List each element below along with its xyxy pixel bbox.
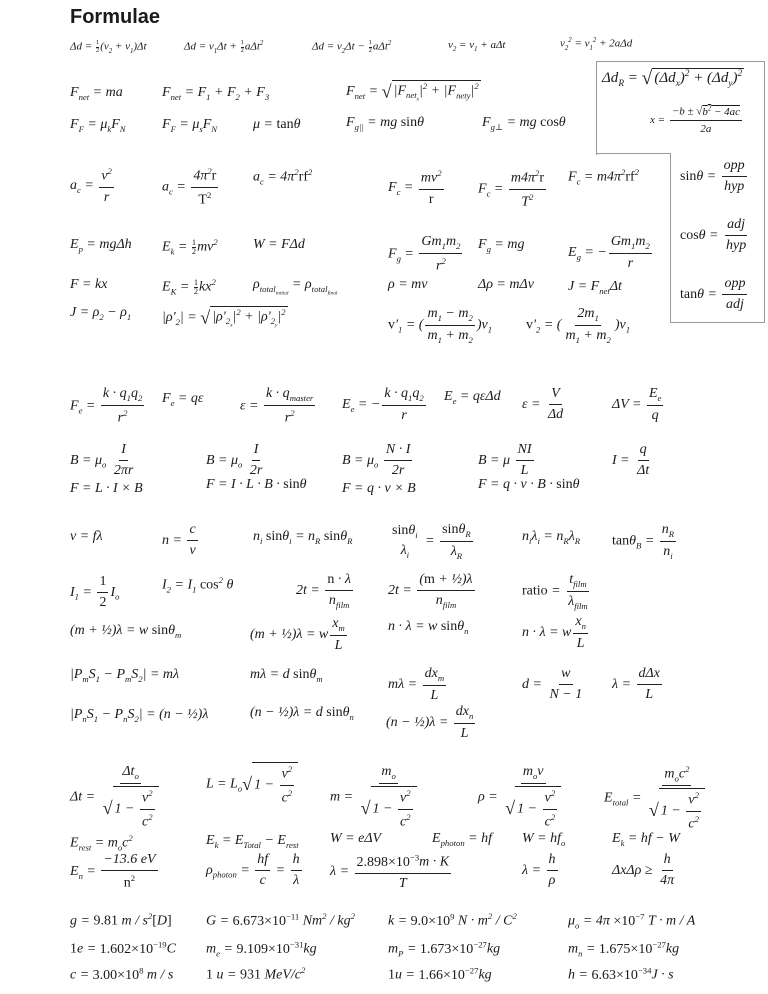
constant-mu0: $\mu_o = 4\pi \times 10^{-7}$ T · m / A [568,911,696,931]
constant-amu-kg: $1u = 1.66\times 10^{-27}kg$ [388,965,492,983]
formula-fg-perpendicular: $F_{g\perp}$ = mg cosθ [482,115,566,132]
constant-amu-mev: 1 u = 931 MeV/$c^2$ [206,965,306,983]
formula-impulse-momentum: $J = \rho_2 - \rho_1$ [70,305,132,322]
formula-bohr-energy: $E_n$ = $\frac{-13.6 eV}{n^2}$ [70,852,156,891]
formula-electric-field: ε = $\frac{k \cdot q_{master}}{r^2}$ [240,386,314,426]
formula-force-charge-sin: F = q · v · B · sinθ [478,477,580,492]
formula-de-broglie: λ = $\frac{h}{\rho}$ [522,852,556,889]
formula-refractive-index: n = $\frac{c}{v}$ [162,522,196,559]
formula-fg-parallel: $F_{g||}$ = mg sinθ [346,115,424,132]
formula-ac-v: $a_c$ = $\frac{v^2}{r}$ [70,166,112,205]
formula-momentum-conservation: $\rho_{total_{initial}} = \rho_{total_{final}}$ [253,277,338,297]
formula-work-function: $W = hf_o$ [522,831,566,848]
formula-path-difference-n: $|P_nS_1 - P_nS_2| = (n$ − ½)λ [70,707,209,724]
formula-momentum: ρ = mv [388,277,428,292]
formula-b-loop: $B = \mu_o$ $\frac{I}{2r}$ [206,442,263,479]
constant-elementary-charge: $1e = 1.602\times 10^{-19}C$ [70,939,176,957]
formula-b-wire: $B = \mu_o$ $\frac{I}{2\pi r}$ [70,442,134,479]
formula-snell: $n_i$ $\sin\theta_i = n_R$ sinθ$_R$ [253,529,353,546]
formula-fe-qe: $F_e = q\varepsilon$ [162,391,204,408]
formula-force-wire-sin: F = I · L · B · sinθ [206,477,307,492]
formula-photon-energy: $E_{photon}$ = hf [432,831,492,848]
formula-length-contraction: $L = L_o√$ 1 − $\frac{v^2}{c^2}$ [206,762,298,807]
formula-b-coil: $B = \mu_o$ $\frac{N \cdot I}{2r}$ [342,442,411,479]
formula-n-lambda: $n_i\lambda_i = n_R\lambda_R$ [522,529,581,546]
formula-double-slit-n-x: (n − ½)λ = $\frac{dx_n}{L}$ [386,704,474,741]
formula-ek: $E_k$ = $\frac{1}{2}$ $mv^2$ [162,237,218,257]
formula-single-slit-min: (m + ½)λ = w sinθ$_m$ [70,623,182,640]
formula-mu-tan: μ = tanθ [253,117,301,132]
formula-fnet-ma: $F_{net}$ = ma [70,85,123,102]
formula-kinematics-1: Δd = $\frac{1}{2}$ $(v_2 + v_1)\Delta t$ [70,39,147,55]
formula-electric-pe: $E_e$ = − $\frac{k \cdot q_1q_2}{r}$ [342,386,424,423]
formula-friction-kinetic: $F_F = \mu_kF_N$ [70,117,126,134]
constant-k: $k = 9.0\times 10^9$ $N \cdot m^2 / C^2$ [388,911,517,929]
formula-friction-static: $F_F = \mu_sF_N$ [162,117,218,134]
formula-eg: $E_g$ = − $\frac{Gm_1m_2}{r}$ [568,234,650,271]
formula-work: W = FΔd [253,237,305,252]
formula-kinematics-5: $v_2^2 = v_1^2 + 2a\Delta d$ [560,37,633,52]
formula-total-energy: $E_{total}$ = $m_oc^2$ √ 1 − $\frac{v^2}{c^2}$ [604,764,709,833]
formula-rest-energy: $E_{rest} = m_oc^2$ [70,833,133,853]
formula-photoelectric: $E_k$ = hf − W [612,831,680,848]
formula-lambda-dx: λ = $\frac{\text{dΔx}}{L}$ [612,666,660,703]
formula-impulse-force: $J = F_{net}\Delta t$ [568,279,622,296]
formula-ek-spring: $E_K$ = $\frac{1}{2}$ $kx^2$ [162,277,216,297]
formula-current: I = $\frac{q}{\Delta t}$ [612,442,650,479]
formula-film-ratio: ratio = $\frac{t_{film}}{\lambda_{film}}$ [522,572,588,611]
constant-planck: $h = 6.63\times 10^{-34}J \cdot s$ [568,965,674,983]
formula-wien: λ = $\frac{2.898\times 10^{-3}m \cdot K}{T}$ [330,852,450,891]
formula-gravitation: $F_g$ = $\frac{Gm_1m_2}{r^2}$ [388,234,461,274]
formula-p2-magnitude: $|\rho'_2|$ = √ $|\rho'_{2_x}|^2 + |\rho'_{2_y}|^2$ [162,307,286,330]
formula-double-slit-n: (n − ½)λ = d sinθ$_n$ [250,705,354,722]
formula-kinetic-relativistic: $E_k = E_{Total} - E_{rest}$ [206,833,299,850]
formula-kinematics-2: $\Delta d = v_1\Delta t$ + $\frac{1}{2}$ aΔt$^2$ [184,39,264,55]
formula-polarizer: $I_1$ = $\frac{1}{2}$ $I_o$ [70,574,120,611]
formula-work-ev: W = eΔV [330,831,382,846]
formula-field-voltage: ε = $\frac{V}{\Delta d}$ [522,386,564,423]
formula-fnet-sum: $F_{net} = F_1 + F_2 + F_3$ [162,85,270,102]
formula-grating-spacing: d = $\frac{w}{N - 1}$ [522,666,583,703]
formula-double-slit-m-x: mλ = $\frac{dx_m}{L}$ [388,666,445,703]
formula-ac-period: $a_c$ = $\frac{4\pi^2r}{T^2}$ [162,166,217,208]
formula-force-charge: F = q · v × B [342,481,416,496]
constant-G: $G = 6.673\times 10^{-11}$ $Nm^2 / kg^2$ [206,911,355,929]
formula-force-wire: F = L · I × B [70,481,143,496]
formula-single-slit-n-x: n · λ = w $\frac{x_n}{L}$ [522,614,586,651]
formula-v1-prime: $v'_1$ = ( $\frac{m_1 - m_2}{m_1 + m_2}$ )$v_1$ [388,306,493,345]
formula-kinematics-4: $v_2 = v_1 + a\Delta t$ [448,39,506,54]
formula-snell-lambda: sinθ$_i$ $\lambda_i$ = $\frac{\sin\theta_R}{\lambda_R}$ [392,522,471,561]
constant-electron-mass: $m_e = 9.109\times 10^{-31}kg$ [206,939,317,959]
formula-relativistic-momentum: ρ = $m_ov$ √ 1 − $\frac{v^2}{c^2}$ [478,764,565,830]
formula-v2-prime: $v'_2$ = ( $\frac{2m_1}{m_1 + m_2}$ )$v_1$ [526,306,631,345]
formula-fc-frequency: $F_c = m4\pi^2rf^2$ [568,167,640,187]
formula-fnet-magnitude: $F_{net}$ = √ $|F_{net_x}|^2 + |F_{nety}|^2$ [346,81,479,104]
formula-wave-speed: v = fλ [70,529,103,544]
page-title: Formulae [70,6,161,28]
formula-brewster: tanθ$_B$ = $\frac{n_R}{n_i}$ [612,522,675,561]
formula-single-slit-n: n · λ = w sinθ$_n$ [388,619,469,636]
formula-coulomb: $F_e$ = $\frac{k \cdot q_1q_2}{r^2}$ [70,386,143,426]
formula-tan: tanθ = $\frac{\text{opp}}{\text{adj}}$ [680,276,746,313]
formula-fg-mg: $F_g$ = mg [478,237,525,254]
formula-relativistic-mass: m = $m_o$ √ 1 − $\frac{v^2}{c^2}$ [330,764,421,830]
constant-neutron-mass: $m_n = 1.675\times 10^{-27}kg$ [568,939,680,959]
formula-thin-film-2: 2t = $\frac{\text{(m + ½)λ}}{n_{film}}$ [388,572,473,610]
constant-g: g = 9.81 m / $s^2[D]$ [70,911,172,929]
formula-sin: sinθ = $\frac{\text{opp}}{\text{hyp}}$ [680,158,745,195]
formula-time-dilation: Δt = $\Delta t_o$ √ 1 − $\frac{v^2}{c^2}$ [70,764,163,830]
formula-resultant-displacement: $\Delta d_R$ = √ $(\Delta d_x)^2 + (\Delta d_y)^2$ [602,67,743,90]
formula-path-difference-m: $|P_mS_1 - P_mS_2| = m\lambda$ [70,667,180,684]
formula-quadratic: x = $\frac{-b \pm √b^2 - 4ac}{2a}$ [650,105,741,136]
box-divider [596,153,671,154]
formula-cos: cosθ = $\frac{\text{adj}}{\text{hyp}}$ [680,217,747,254]
formula-thin-film-1: 2t = $\frac{n \cdot \lambda}{n_{film}}$ [296,572,351,610]
formula-potential-difference: ΔV = $\frac{E_e}{q}$ [612,386,662,423]
formula-malus: $I_2 = I_1$ $\cos^2 \theta$ [162,575,234,595]
formula-kinematics-3: $\Delta d = v_2\Delta t$ − $\frac{1}{2}$ aΔt$^2$ [312,39,392,55]
constant-proton-mass: $m_P = 1.673\times 10^{-27}kg$ [388,939,501,959]
formula-uncertainty: ΔxΔρ ≥ $\frac{h}{4\pi}$ [612,852,675,889]
formula-fc-period: $F_c$ = $\frac{m4\pi^2r}{T^2}$ [478,168,545,210]
formula-ee-work: $E_e = q\varepsilon\Delta d$ [444,389,501,406]
formula-b-solenoid: B = μ $\frac{NI}{L}$ [478,442,532,479]
formula-single-slit-min-x: (m + ½)λ = w $\frac{x_m}{L}$ [250,616,345,653]
constant-speed-of-light: $c = 3.00\times 10^8$ m / s [70,965,174,983]
formula-ep: $E_p = mg\Delta h$ [70,237,132,254]
formula-double-slit-m: mλ = d sinθ$_m$ [250,667,323,684]
formula-fc-v: $F_c$ = $\frac{mv^2}{r}$ [388,168,442,207]
formula-photon-momentum: $\rho_{photon}$ = $\frac{hf}{c}$ = $\frac{h}{\lambda}$ [206,852,300,889]
formula-ac-frequency: $a_c = 4\pi^2rf^2$ [253,167,313,187]
formula-hooke: F = kx [70,277,108,292]
formula-delta-momentum: Δρ = mΔv [478,277,534,292]
